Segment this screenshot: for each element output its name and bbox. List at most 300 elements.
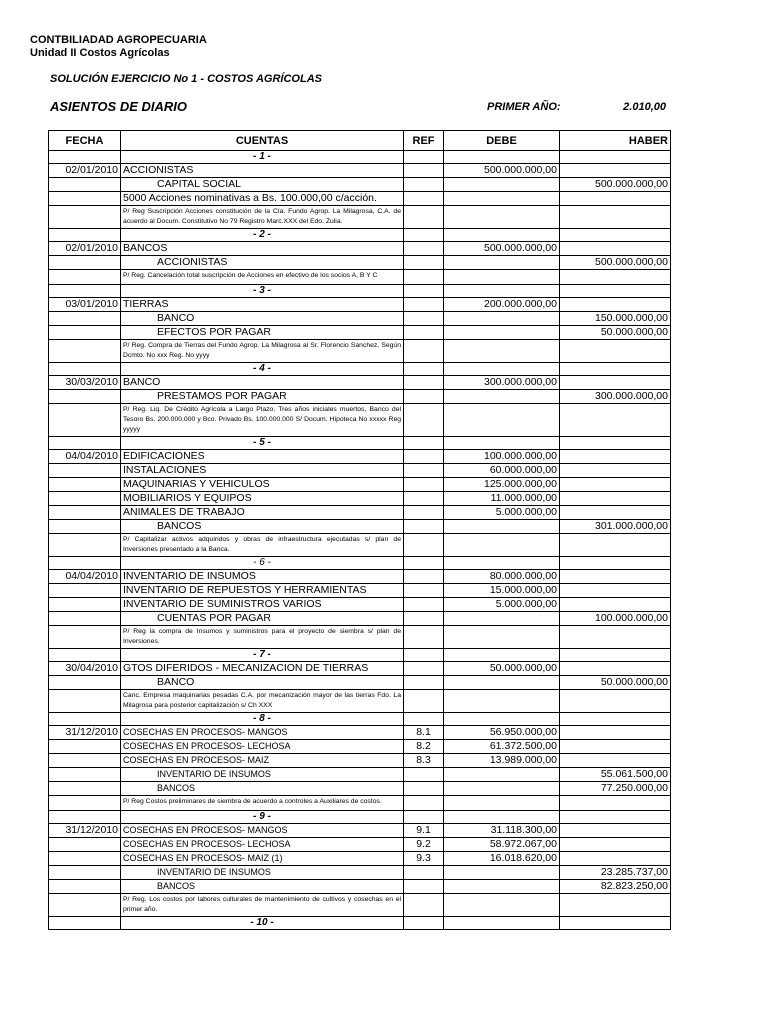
haber-cell <box>560 570 671 584</box>
year-label: PRIMER AÑO: <box>487 101 561 113</box>
table-row <box>49 376 671 390</box>
ref-cell <box>404 690 444 713</box>
fecha-cell: 30/04/2010 <box>49 662 121 676</box>
entry-note-row <box>49 690 671 713</box>
entry-description: P/ Reg. Compra de Tierras del Fundo Agrop. La Milagrosa al Sr. Florencio Sanchez, Según Dcmto. No xxx Reg. No yyyy <box>121 340 404 363</box>
entry-description: P/ Reg Costos preliminares de siembra de acuerdo a controles a Auxiliares de costos. <box>121 796 404 811</box>
haber-cell <box>560 598 671 612</box>
account-cell: EDIFICACIONES <box>121 450 404 464</box>
fecha-cell <box>49 866 121 880</box>
entry-separator-row <box>49 285 671 298</box>
debe-cell <box>444 151 560 164</box>
ref-cell <box>404 206 444 229</box>
table-row <box>49 178 671 192</box>
fecha-cell: 31/12/2010 <box>49 824 121 838</box>
col-header-ref: REF <box>404 131 444 151</box>
table-row <box>49 312 671 326</box>
fecha-cell <box>49 404 121 437</box>
ref-cell <box>404 312 444 326</box>
ref-cell <box>404 192 444 206</box>
account-cell: BANCO <box>121 676 404 690</box>
fecha-cell <box>49 492 121 506</box>
entry-note-row <box>49 534 671 557</box>
entry-number: - 5 - <box>121 437 404 450</box>
entry-number: - 3 - <box>121 285 404 298</box>
entry-separator-row <box>49 713 671 726</box>
entry-description: P/ Reg. Liq. De Crédito Agrícola a Largo Plazo, Tres años iniciales muertos, Banco del Tesoro Bs. 200.000.000 y Bco. Privado Bs. 100.000.000 S/ Docum. Hipoteca No xxxxx Reg yyyyy <box>121 404 404 437</box>
fecha-cell <box>49 894 121 917</box>
haber-cell: 55.061.500,00 <box>560 768 671 782</box>
haber-cell: 150.000.000,00 <box>560 312 671 326</box>
ref-cell <box>404 811 444 824</box>
table-row <box>49 768 671 782</box>
fecha-cell <box>49 626 121 649</box>
col-header-debe: DEBE <box>444 131 560 151</box>
debe-cell: 13.989.000,00 <box>444 754 560 768</box>
haber-cell <box>560 363 671 376</box>
haber-cell <box>560 726 671 740</box>
ref-cell <box>404 404 444 437</box>
debe-cell <box>444 363 560 376</box>
fecha-cell <box>49 229 121 242</box>
ref-cell <box>404 676 444 690</box>
haber-cell <box>560 506 671 520</box>
debe-cell: 56.950.000,00 <box>444 726 560 740</box>
entry-separator-row <box>49 229 671 242</box>
debe-cell: 80.000.000,00 <box>444 570 560 584</box>
fecha-cell <box>49 437 121 450</box>
haber-cell <box>560 796 671 811</box>
fecha-cell <box>49 534 121 557</box>
entry-number: - 4 - <box>121 363 404 376</box>
ref-cell: 9.3 <box>404 852 444 866</box>
col-header-haber: HABER <box>560 131 671 151</box>
debe-cell <box>444 206 560 229</box>
table-row <box>49 824 671 838</box>
debe-cell <box>444 880 560 894</box>
debe-cell <box>444 557 560 570</box>
haber-cell <box>560 450 671 464</box>
table-row <box>49 838 671 852</box>
ref-cell <box>404 557 444 570</box>
fecha-cell <box>49 676 121 690</box>
debe-cell <box>444 917 560 930</box>
haber-cell: 500.000.000,00 <box>560 178 671 192</box>
fecha-cell: 31/12/2010 <box>49 726 121 740</box>
entry-separator-row <box>49 151 671 164</box>
haber-cell: 100.000.000,00 <box>560 612 671 626</box>
entry-number: - 2 - <box>121 229 404 242</box>
ref-cell <box>404 534 444 557</box>
account-cell: MOBILIARIOS Y EQUIPOS <box>121 492 404 506</box>
entry-separator-row <box>49 437 671 450</box>
haber-cell <box>560 464 671 478</box>
account-cell: BANCOS <box>121 242 404 256</box>
table-row <box>49 676 671 690</box>
debe-cell <box>444 285 560 298</box>
account-cell: INVENTARIO DE SUMINISTROS VARIOS <box>121 598 404 612</box>
fecha-cell <box>49 478 121 492</box>
ref-cell <box>404 242 444 256</box>
haber-cell <box>560 478 671 492</box>
account-cell: INVENTARIO DE INSUMOS <box>121 768 404 782</box>
debe-cell: 100.000.000,00 <box>444 450 560 464</box>
ref-cell <box>404 285 444 298</box>
entry-separator-row <box>49 649 671 662</box>
entry-description: P/ Reg. Cancelación total suscripción de Acciones en efectivo de los socios A, B Y C <box>121 270 404 285</box>
entry-number: - 9 - <box>121 811 404 824</box>
fecha-cell <box>49 557 121 570</box>
table-row <box>49 242 671 256</box>
account-cell: CAPITAL SOCIAL <box>121 178 404 192</box>
debe-cell <box>444 534 560 557</box>
account-cell: BANCOS <box>121 880 404 894</box>
ref-cell <box>404 570 444 584</box>
account-cell: INVENTARIO DE INSUMOS <box>121 866 404 880</box>
haber-cell <box>560 894 671 917</box>
debe-cell <box>444 390 560 404</box>
table-row <box>49 726 671 740</box>
fecha-cell <box>49 363 121 376</box>
debe-cell <box>444 340 560 363</box>
debe-cell <box>444 690 560 713</box>
haber-cell <box>560 852 671 866</box>
fecha-cell <box>49 506 121 520</box>
table-row <box>49 612 671 626</box>
debe-cell: 300.000.000,00 <box>444 376 560 390</box>
haber-cell <box>560 229 671 242</box>
haber-cell: 50.000.000,00 <box>560 326 671 340</box>
table-row <box>49 570 671 584</box>
fecha-cell <box>49 598 121 612</box>
debe-cell <box>444 782 560 796</box>
account-cell: BANCO <box>121 376 404 390</box>
haber-cell: 500.000.000,00 <box>560 256 671 270</box>
journal-body <box>49 151 671 930</box>
account-cell: INVENTARIO DE REPUESTOS Y HERRAMIENTAS <box>121 584 404 598</box>
fecha-cell <box>49 740 121 754</box>
ref-cell <box>404 164 444 178</box>
ref-cell <box>404 662 444 676</box>
fecha-cell: 02/01/2010 <box>49 164 121 178</box>
fecha-cell <box>49 880 121 894</box>
entry-note-row <box>49 796 671 811</box>
ref-cell <box>404 492 444 506</box>
fecha-cell <box>49 390 121 404</box>
haber-cell <box>560 192 671 206</box>
fecha-cell <box>49 754 121 768</box>
haber-cell <box>560 838 671 852</box>
fecha-cell <box>49 612 121 626</box>
account-cell: CUENTAS POR PAGAR <box>121 612 404 626</box>
table-row <box>49 450 671 464</box>
entry-description: P/ Reg Suscripción Acciones constitución de la Cía. Fundo Agrop. La Milagrosa, C.A. de acuerdo al Docum. Constitutivo No 79 Registro Marc.XXX del Edo. Zulia. <box>121 206 404 229</box>
account-cell: BANCOS <box>121 520 404 534</box>
fecha-cell <box>49 256 121 270</box>
ref-cell <box>404 612 444 626</box>
debe-cell <box>444 796 560 811</box>
table-row <box>49 326 671 340</box>
haber-cell <box>560 740 671 754</box>
entry-note-row <box>49 270 671 285</box>
fecha-cell <box>49 151 121 164</box>
table-row <box>49 598 671 612</box>
debe-cell: 5.000.000,00 <box>444 506 560 520</box>
haber-cell <box>560 206 671 229</box>
entry-note-row <box>49 340 671 363</box>
fecha-cell <box>49 811 121 824</box>
haber-cell: 50.000.000,00 <box>560 676 671 690</box>
debe-cell: 500.000.000,00 <box>444 164 560 178</box>
debe-cell: 60.000.000,00 <box>444 464 560 478</box>
debe-cell <box>444 866 560 880</box>
entry-number: - 6 - <box>121 557 404 570</box>
ref-cell <box>404 376 444 390</box>
debe-cell <box>444 256 560 270</box>
haber-cell <box>560 917 671 930</box>
debe-cell <box>444 626 560 649</box>
account-cell: BANCOS <box>121 782 404 796</box>
fecha-cell <box>49 326 121 340</box>
ref-cell <box>404 713 444 726</box>
account-cell: COSECHAS EN PROCESOS- MANGOS <box>121 726 404 740</box>
haber-cell <box>560 340 671 363</box>
haber-cell <box>560 626 671 649</box>
haber-cell: 300.000.000,00 <box>560 390 671 404</box>
haber-cell <box>560 242 671 256</box>
ref-cell <box>404 326 444 340</box>
entry-separator-row <box>49 363 671 376</box>
journal-table <box>48 130 671 930</box>
year-value: 2.010,00 <box>623 101 666 113</box>
fecha-cell <box>49 584 121 598</box>
debe-cell: 16.018.620,00 <box>444 852 560 866</box>
account-cell: COSECHAS EN PROCESOS- LECHOSA <box>121 838 404 852</box>
debe-cell <box>444 404 560 437</box>
fecha-cell: 30/03/2010 <box>49 376 121 390</box>
table-header-row <box>49 131 671 151</box>
debe-cell <box>444 270 560 285</box>
fecha-cell <box>49 713 121 726</box>
account-cell: ACCIONISTAS <box>121 256 404 270</box>
fecha-cell <box>49 312 121 326</box>
fecha-cell <box>49 768 121 782</box>
table-row <box>49 492 671 506</box>
debe-cell: 15.000.000,00 <box>444 584 560 598</box>
fecha-cell: 04/04/2010 <box>49 450 121 464</box>
account-cell: MAQUINARIAS Y VEHICULOS <box>121 478 404 492</box>
entry-number: - 7 - <box>121 649 404 662</box>
fecha-cell <box>49 782 121 796</box>
haber-cell <box>560 713 671 726</box>
haber-cell <box>560 270 671 285</box>
fecha-cell <box>49 796 121 811</box>
ref-cell <box>404 584 444 598</box>
account-cell: GTOS DIFERIDOS - MECANIZACION DE TIERRAS <box>121 662 404 676</box>
entry-description: P/ Reg. Los costos por labores culturales de mantenimiento de cultivos y cosechas en el primer año. <box>121 894 404 917</box>
table-row <box>49 662 671 676</box>
entry-number: - 1 - <box>121 151 404 164</box>
haber-cell <box>560 662 671 676</box>
haber-cell <box>560 649 671 662</box>
ref-cell <box>404 894 444 917</box>
fecha-cell <box>49 340 121 363</box>
debe-cell <box>444 178 560 192</box>
haber-cell <box>560 690 671 713</box>
entry-number: - 8 - <box>121 713 404 726</box>
haber-cell <box>560 492 671 506</box>
fecha-cell <box>49 178 121 192</box>
account-cell: COSECHAS EN PROCESOS- MAIZ (1) <box>121 852 404 866</box>
debe-cell: 5.000.000,00 <box>444 598 560 612</box>
ref-cell <box>404 450 444 464</box>
table-row <box>49 256 671 270</box>
fecha-cell <box>49 852 121 866</box>
journal-title: ASIENTOS DE DIARIO <box>50 99 188 114</box>
debe-cell <box>444 676 560 690</box>
debe-cell: 58.972.067,00 <box>444 838 560 852</box>
account-cell: EFECTOS POR PAGAR <box>121 326 404 340</box>
account-cell: 5000 Acciones nominativas a Bs. 100.000,00 c/acción. <box>121 192 404 206</box>
entry-note-row <box>49 206 671 229</box>
debe-cell <box>444 649 560 662</box>
debe-cell <box>444 811 560 824</box>
unit-title: Unidad II Costos Agrícolas <box>30 47 170 59</box>
account-cell: ACCIONISTAS <box>121 164 404 178</box>
table-row <box>49 584 671 598</box>
ref-cell <box>404 390 444 404</box>
account-cell: COSECHAS EN PROCESOS- MAIZ <box>121 754 404 768</box>
table-row <box>49 192 671 206</box>
fecha-cell <box>49 520 121 534</box>
debe-cell <box>444 520 560 534</box>
entry-separator-row <box>49 917 671 930</box>
account-cell: TIERRAS <box>121 298 404 312</box>
ref-cell: 9.1 <box>404 824 444 838</box>
account-cell: BANCO <box>121 312 404 326</box>
fecha-cell <box>49 270 121 285</box>
fecha-cell: 02/01/2010 <box>49 242 121 256</box>
fecha-cell: 03/01/2010 <box>49 298 121 312</box>
debe-cell <box>444 894 560 917</box>
haber-cell <box>560 754 671 768</box>
fecha-cell: 04/04/2010 <box>49 570 121 584</box>
ref-cell: 8.3 <box>404 754 444 768</box>
haber-cell <box>560 824 671 838</box>
fecha-cell <box>49 649 121 662</box>
entry-note-row <box>49 404 671 437</box>
table-row <box>49 866 671 880</box>
haber-cell <box>560 376 671 390</box>
haber-cell: 23.285.737,00 <box>560 866 671 880</box>
haber-cell: 82.823.250,00 <box>560 880 671 894</box>
table-row <box>49 520 671 534</box>
ref-cell <box>404 796 444 811</box>
haber-cell <box>560 164 671 178</box>
fecha-cell <box>49 464 121 478</box>
ref-cell <box>404 464 444 478</box>
entry-note-row <box>49 894 671 917</box>
fecha-cell <box>49 285 121 298</box>
ref-cell <box>404 917 444 930</box>
debe-cell: 500.000.000,00 <box>444 242 560 256</box>
debe-cell <box>444 437 560 450</box>
fecha-cell <box>49 206 121 229</box>
ref-cell <box>404 782 444 796</box>
account-cell: PRESTAMOS POR PAGAR <box>121 390 404 404</box>
debe-cell <box>444 192 560 206</box>
entry-separator-row <box>49 811 671 824</box>
ref-cell <box>404 626 444 649</box>
ref-cell <box>404 866 444 880</box>
ref-cell <box>404 256 444 270</box>
debe-cell: 61.372.500,00 <box>444 740 560 754</box>
course-title: CONTBILIADAD AGROPECUARIA <box>30 34 207 46</box>
haber-cell: 301.000.000,00 <box>560 520 671 534</box>
table-row <box>49 880 671 894</box>
entry-note-row <box>49 626 671 649</box>
ref-cell <box>404 151 444 164</box>
table-row <box>49 478 671 492</box>
debe-cell <box>444 713 560 726</box>
haber-cell <box>560 534 671 557</box>
account-cell: INVENTARIO DE INSUMOS <box>121 570 404 584</box>
fecha-cell <box>49 838 121 852</box>
haber-cell <box>560 811 671 824</box>
table-row <box>49 390 671 404</box>
table-row <box>49 464 671 478</box>
account-cell: COSECHAS EN PROCESOS- LECHOSA <box>121 740 404 754</box>
table-row <box>49 754 671 768</box>
haber-cell <box>560 404 671 437</box>
ref-cell <box>404 478 444 492</box>
account-cell: COSECHAS EN PROCESOS- MANGOS <box>121 824 404 838</box>
haber-cell <box>560 557 671 570</box>
account-cell: ANIMALES DE TRABAJO <box>121 506 404 520</box>
col-header-cuentas: CUENTAS <box>121 131 404 151</box>
haber-cell: 77.250.000,00 <box>560 782 671 796</box>
ref-cell <box>404 598 444 612</box>
col-header-fecha: FECHA <box>49 131 121 151</box>
entry-number: - 10 - <box>121 917 404 930</box>
table-row <box>49 506 671 520</box>
account-cell: INSTALACIONES <box>121 464 404 478</box>
ref-cell <box>404 649 444 662</box>
haber-cell <box>560 298 671 312</box>
haber-cell <box>560 285 671 298</box>
haber-cell <box>560 437 671 450</box>
ref-cell: 8.2 <box>404 740 444 754</box>
debe-cell <box>444 612 560 626</box>
debe-cell <box>444 312 560 326</box>
table-row <box>49 164 671 178</box>
debe-cell: 31.118.300,00 <box>444 824 560 838</box>
haber-cell <box>560 584 671 598</box>
ref-cell <box>404 768 444 782</box>
debe-cell <box>444 326 560 340</box>
debe-cell <box>444 229 560 242</box>
ref-cell <box>404 363 444 376</box>
ref-cell: 9.2 <box>404 838 444 852</box>
debe-cell: 11.000.000,00 <box>444 492 560 506</box>
entry-separator-row <box>49 557 671 570</box>
table-row <box>49 740 671 754</box>
ref-cell <box>404 298 444 312</box>
ref-cell <box>404 506 444 520</box>
ref-cell: 8.1 <box>404 726 444 740</box>
ref-cell <box>404 880 444 894</box>
ref-cell <box>404 270 444 285</box>
